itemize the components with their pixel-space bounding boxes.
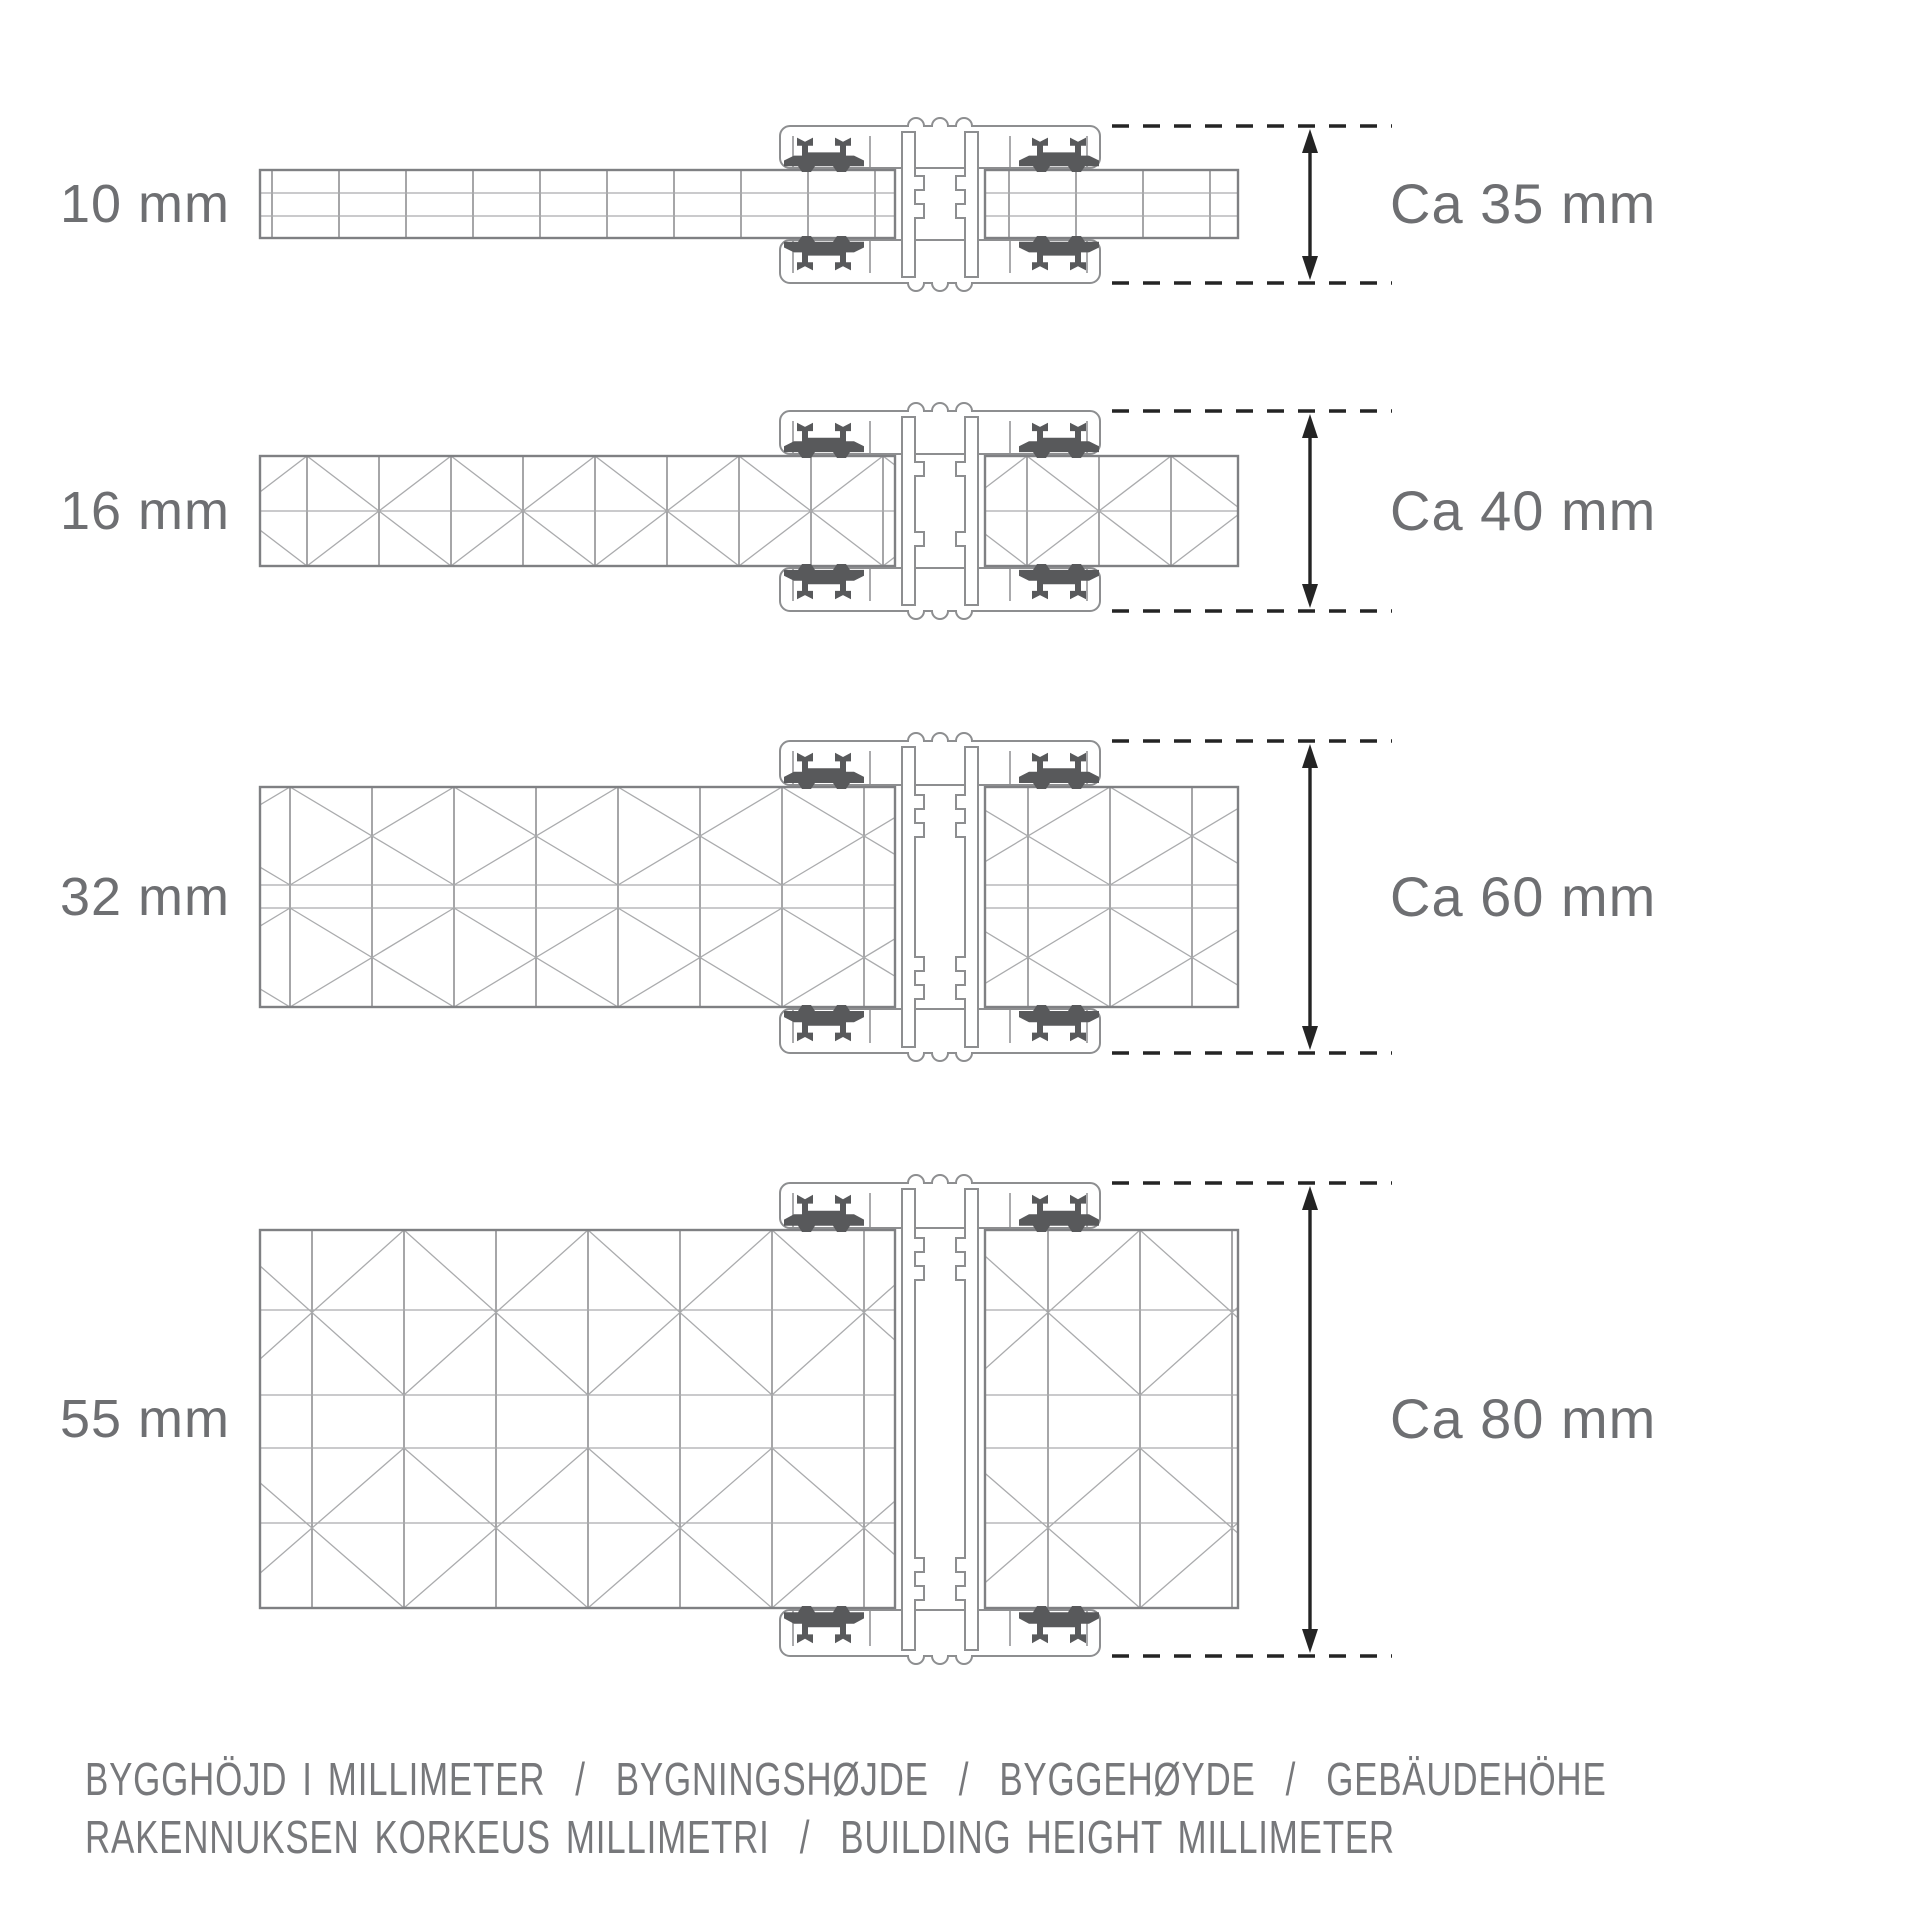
- mullion-wall-left: [902, 747, 924, 1047]
- mullion-wall-right: [956, 1189, 978, 1650]
- height-label-ca80: Ca 80 mm: [1390, 1387, 1657, 1450]
- height-label-ca40: Ca 40 mm: [1390, 479, 1657, 542]
- thickness-label-32mm: 32 mm: [59, 867, 230, 927]
- thickness-label-55mm: 55 mm: [59, 1389, 230, 1449]
- height-label-ca35: Ca 35 mm: [1390, 172, 1657, 235]
- thickness-label-16mm: 16 mm: [59, 481, 230, 541]
- mullion-wall-right: [956, 747, 978, 1047]
- thickness-label-10mm: 10 mm: [59, 174, 230, 234]
- caption-line1: BYGGHÖJD I MILLIMETER / BYGNINGSHØJDE / BYGGEHØYDE / GEBÄUDEHÖHE: [85, 1753, 1607, 1805]
- height-label-ca60: Ca 60 mm: [1390, 865, 1657, 928]
- caption-line2: RAKENNUKSEN KORKEUS MILLIMETRI / BUILDING HEIGHT MILLIMETER: [85, 1811, 1395, 1863]
- row-10mm-joint: [260, 118, 1392, 291]
- mullion-wall-left: [902, 1189, 924, 1650]
